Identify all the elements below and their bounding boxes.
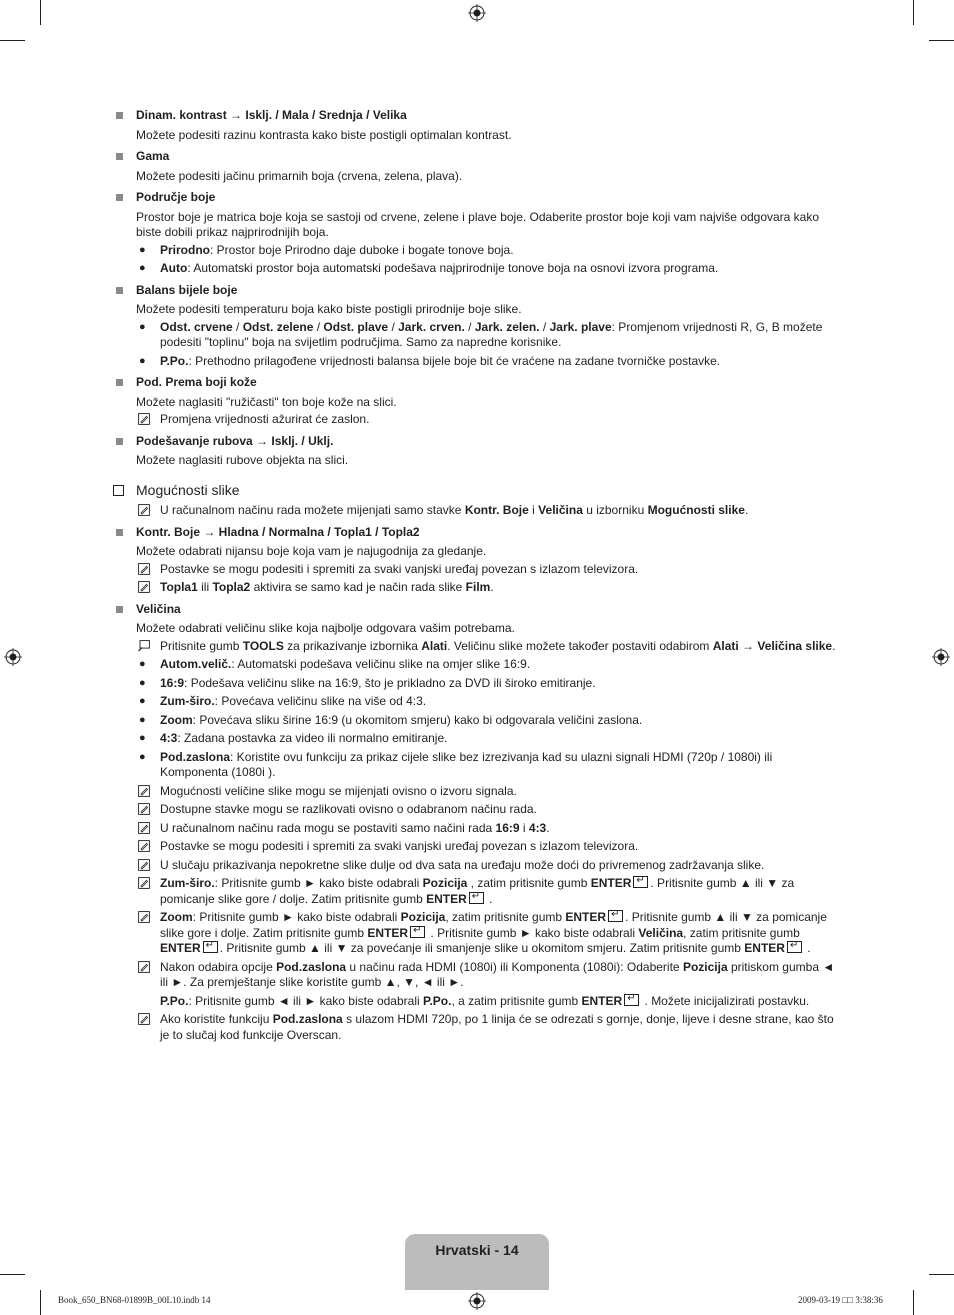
square-bullet-icon xyxy=(116,194,123,201)
bullet-text: , a zatim pritisnite gumb xyxy=(451,993,582,1008)
bullet-text: Alati → Veličina slike xyxy=(712,638,833,653)
bullet-text: , zatim pritisnite gumb xyxy=(467,876,591,890)
square-bullet-icon xyxy=(116,153,123,160)
bullet-item xyxy=(136,750,840,781)
bullet-text: . xyxy=(832,638,836,653)
menu-option-entry xyxy=(112,525,840,596)
note-icon xyxy=(138,581,150,593)
bullet-text: u načinu rada HDMI (1080i) ili Komponenta (1080i): Odaberite xyxy=(346,959,683,974)
bullet-text: Pod.zaslona xyxy=(276,959,347,974)
bullet-text: . Pritisnite gumb ► kako biste odabrali xyxy=(427,925,639,940)
note-item xyxy=(136,876,840,907)
bullet-text: . xyxy=(546,820,550,835)
bullet-dot-icon: ● xyxy=(139,262,146,274)
bullet-text: . Pritisnite gumb ▲ ili ▼ za pomicanje slike gore i dolje. Zatim pritisnite gumb xyxy=(160,910,827,940)
section-note-text: i xyxy=(528,503,539,517)
note-item xyxy=(136,562,840,578)
registration-mark-icon xyxy=(4,648,22,666)
bullet-text: Topla1 xyxy=(160,580,198,594)
note-item xyxy=(136,858,840,874)
bullet-text: Topla2 xyxy=(212,580,251,594)
bullet-text: Film xyxy=(465,580,491,594)
enter-icon xyxy=(203,941,218,953)
option-title xyxy=(136,434,840,450)
bullet-text: Nakon odabira opcije xyxy=(160,959,277,974)
section-note-text: Veličina xyxy=(538,503,583,517)
bullet-dot-icon: ● xyxy=(139,658,146,670)
note-item xyxy=(136,802,840,818)
bullet-text: U računalnom načinu rada mogu se postaviti samo načini rada xyxy=(160,820,496,835)
bullet-text: Zum-širo. xyxy=(160,694,215,708)
bullet-text: / xyxy=(232,319,243,334)
bullet-text: 16:9 xyxy=(160,675,185,690)
option-description: Možete naglasiti "ružičasti" ton boje kože na slici. xyxy=(136,394,397,409)
note-icon xyxy=(138,504,150,516)
bullet-item xyxy=(136,676,840,692)
crop-mark xyxy=(929,1274,954,1275)
bullet-text: Mogućnosti veličine slike mogu se mijenjati ovisno o izvoru signala. xyxy=(160,783,517,798)
bullet-text: P.Po. xyxy=(160,993,189,1008)
option-description: Možete podesiti razinu kontrasta kako biste postigli optimalan kontrast. xyxy=(136,127,512,142)
bullet-dot-icon: ● xyxy=(139,732,146,744)
square-bullet-icon xyxy=(116,112,123,119)
bullet-text: Jark. plave xyxy=(549,319,612,334)
section-note-text: u izborniku xyxy=(582,503,648,517)
page-label: Hrvatski - 14 xyxy=(435,1242,519,1258)
bullet-dot-icon: ● xyxy=(139,713,146,726)
option-title xyxy=(136,525,840,541)
note-item xyxy=(136,412,840,428)
bullet-text: za prikazivanje izbornika xyxy=(283,638,422,653)
option-title xyxy=(136,108,840,124)
option-title-text: Pod. Prema boji kože xyxy=(136,375,257,389)
bullet-item xyxy=(136,243,840,259)
bullet-text: : Koristite ovu funkciju za prikaz cijele slike bez izrezivanja kad su ulazni signali HDMI (720p / 1080i) ili Komponenta (1080i ). xyxy=(160,749,773,779)
crop-mark xyxy=(929,40,954,41)
square-bullet-icon xyxy=(116,438,123,445)
bullet-text: ENTER xyxy=(426,891,467,906)
bullet-text: : Automatski podešava veličinu slike na omjer slike 16:9. xyxy=(231,657,531,671)
option-title xyxy=(136,602,840,618)
bullet-text: Pod.zaslona xyxy=(272,1012,343,1026)
bullet-dot-icon: ● xyxy=(139,676,146,689)
bullet-text: 16:9 xyxy=(495,820,520,835)
bullet-text: / xyxy=(464,319,475,334)
bullet-text: Postavke se mogu podesiti i spremiti za svaki vanjski uređaj povezan s izlazom televizora. xyxy=(160,839,639,853)
bullet-text: : Promjenom vrijednosti R, G, B možete podesiti "toplinu" boja na svijetlim područjima. Samo za napredne korisnike. xyxy=(160,319,823,349)
option-title-text: Gama xyxy=(136,149,170,163)
menu-option-entry xyxy=(112,434,840,469)
bullet-text: TOOLS xyxy=(242,638,284,653)
option-title-text: Područje boje xyxy=(136,190,216,204)
bullet-text: : Povećava sliku širine 16:9 (u okomitom smjeru) kako bi odgovarala veličini zaslona. xyxy=(192,712,643,727)
bullet-text: : Automatski prostor boja automatski podešava najprirodnije tonove boja na osnovi izvora programa. xyxy=(187,261,719,275)
bullet-text: . Pritisnite gumb ▲ ili ▼ za povećanje ili smanjenje slike u okomitom smjeru. Zatim pritisnite gumb xyxy=(219,941,745,955)
section-heading-text: Mogućnosti slike xyxy=(136,481,240,498)
option-title xyxy=(136,375,840,391)
note-icon xyxy=(138,859,150,871)
bullet-text: ENTER xyxy=(565,910,607,924)
bullet-text: : Pritisnite gumb ► kako biste odabrali xyxy=(192,910,401,924)
note-icon xyxy=(138,822,150,834)
note-icon xyxy=(138,911,150,923)
crop-mark xyxy=(913,1290,914,1315)
bullet-text: P.Po. xyxy=(422,993,452,1008)
bullet-item xyxy=(136,320,840,351)
bullet-text: / xyxy=(313,319,324,334)
bullet-text: : Pritisnite gumb ◄ ili ► kako biste odabrali xyxy=(188,993,423,1008)
bullet-text: Jark. crven. xyxy=(398,319,465,334)
section-note-text: Mogućnosti slike xyxy=(647,503,745,517)
registration-mark-icon xyxy=(468,4,486,22)
enter-icon xyxy=(608,910,623,922)
bullet-text: Pozicija xyxy=(400,910,446,924)
crop-mark xyxy=(0,1274,25,1275)
registration-mark-icon xyxy=(932,648,950,666)
bullet-text: ENTER xyxy=(581,993,623,1008)
note-icon xyxy=(138,803,150,815)
bullet-text: Alati xyxy=(421,638,448,653)
crop-mark xyxy=(40,1290,41,1315)
note-item xyxy=(136,1012,840,1043)
bullet-text: 4:3 xyxy=(160,731,178,745)
note-continuation xyxy=(136,994,840,1010)
note-item xyxy=(136,910,840,957)
bullet-text: , zatim pritisnite gumb xyxy=(445,910,566,924)
registration-mark-icon xyxy=(468,1292,486,1310)
option-title-text: Dinam. kontrast → Isklj. / Mala / Srednja / Velika xyxy=(136,108,407,122)
note-item xyxy=(136,960,840,991)
bullet-text: Jark. zelen. xyxy=(474,319,540,334)
note-item xyxy=(136,580,840,596)
bullet-dot-icon: ● xyxy=(139,320,146,333)
note-icon xyxy=(138,877,150,889)
option-title-text: Podešavanje rubova → Isklj. / Uklj. xyxy=(136,433,334,448)
note-icon xyxy=(138,563,150,575)
crop-mark xyxy=(913,0,914,25)
menu-option-entry xyxy=(112,602,840,1044)
bullet-text: : Pritisnite gumb ► kako biste odabrali xyxy=(214,876,423,890)
bullet-dot-icon: ● xyxy=(139,695,146,707)
bullet-text: . xyxy=(490,580,494,594)
option-title xyxy=(136,283,840,299)
bullet-text: ENTER xyxy=(367,925,409,940)
option-title xyxy=(136,149,840,165)
bullet-item xyxy=(136,731,840,747)
option-description: Možete naglasiti rubove objekta na slici. xyxy=(136,453,349,467)
checkbox-square-icon xyxy=(113,485,124,496)
bullet-item xyxy=(136,713,840,729)
note-item xyxy=(136,821,840,837)
bullet-text: ENTER xyxy=(160,941,201,955)
bullet-text: Zoom xyxy=(160,910,193,924)
enter-icon xyxy=(633,876,648,888)
bottom-items xyxy=(112,525,840,1044)
menu-option-entry xyxy=(112,283,840,370)
note-item xyxy=(136,839,840,855)
enter-icon xyxy=(624,994,639,1006)
section-note xyxy=(112,503,840,519)
bullet-text: Odst. crvene xyxy=(160,319,233,334)
section-note-text: U računalnom načinu rada možete mijenjati samo stavke xyxy=(160,503,465,517)
bullet-text: Odst. zelene xyxy=(242,319,314,334)
top-items xyxy=(112,108,840,469)
bullet-text: s ulazom HDMI 720p, po 1 linija će se odrezati s gornje, donje, lijeve i desne strane, kao što je to slučaj kod funkcije Overscan. xyxy=(160,1012,834,1042)
bullet-text: . xyxy=(485,891,493,906)
enter-icon xyxy=(469,892,484,904)
bullet-text: U slučaju prikazivanja nepokretne slike dulje od dva sata na uređaju može doći do privremenog zadržavanja slike. xyxy=(160,857,765,872)
option-description: Možete odabrati veličinu slike koja najbolje odgovara vašim potrebama. xyxy=(136,621,515,635)
option-description: Možete podesiti jačinu primarnih boja (crvena, zelena, plava). xyxy=(136,168,463,183)
note-item xyxy=(136,639,840,655)
square-bullet-icon xyxy=(116,379,123,386)
menu-option-entry xyxy=(112,190,840,277)
note-icon xyxy=(138,840,150,852)
bullet-text: ENTER xyxy=(744,941,785,955)
menu-option-entry xyxy=(112,149,840,184)
document-content xyxy=(112,108,840,1049)
bullet-text: , zatim pritisnite gumb xyxy=(683,925,800,940)
section-heading xyxy=(112,483,840,499)
option-description: Možete podesiti temperaturu boja kako biste postigli prirodnije boje slike. xyxy=(136,302,522,316)
bullet-text: ili xyxy=(197,580,213,594)
section-note-text: . xyxy=(744,503,749,517)
square-bullet-icon xyxy=(116,287,123,294)
crop-mark xyxy=(40,0,41,25)
bullet-text: Pozicija xyxy=(682,959,728,974)
option-title-text: Kontr. Boje → Hladna / Normalna / Topla1 / Topla2 xyxy=(136,524,420,539)
bullet-text: P.Po. xyxy=(160,353,189,368)
bullet-item xyxy=(136,261,840,277)
note-icon xyxy=(138,1013,150,1025)
bullet-text: Pod.zaslona xyxy=(160,749,231,764)
bullet-text: : Zadana postavka za video ili normalno emitiranje. xyxy=(177,731,448,745)
bullet-text: Zoom xyxy=(160,712,193,727)
bullet-item xyxy=(136,354,840,370)
bullet-text: / xyxy=(388,319,399,334)
bullet-text: Auto xyxy=(160,261,188,275)
bullet-text: . Veličinu slike možete također postaviti odabirom xyxy=(447,638,713,653)
bullet-item xyxy=(136,657,840,673)
bullet-text: Dostupne stavke mogu se razlikovati ovisno o odabranom načinu rada. xyxy=(160,802,537,816)
bullet-text: Zum-širo. xyxy=(160,876,215,890)
bullet-text: Autom.velič. xyxy=(160,657,232,671)
bullet-text: : Prethodno prilagođene vrijednosti balansa bijele boje bit će vraćene na zadane tvorničke postavke. xyxy=(188,353,721,368)
section-note-text: Kontr. Boje xyxy=(464,503,529,517)
crop-mark xyxy=(0,40,25,41)
bullet-text: Promjena vrijednosti ažurirat će zaslon. xyxy=(160,412,370,426)
tools-icon xyxy=(138,640,150,652)
menu-option-entry xyxy=(112,108,840,143)
bullet-text: Veličina xyxy=(638,925,684,940)
option-description: Možete odabrati nijansu boje koja vam je najugodnija za gledanje. xyxy=(136,544,487,558)
note-icon xyxy=(138,961,150,973)
note-item xyxy=(136,784,840,800)
note-icon xyxy=(138,785,150,797)
bullet-text: Postavke se mogu podesiti i spremiti za svaki vanjski uređaj povezan s izlazom televizora. xyxy=(160,561,639,576)
bullet-text: i xyxy=(519,820,529,835)
bullet-item xyxy=(136,694,840,710)
bullet-text: . xyxy=(803,941,811,955)
print-file-info: Book_650_BN68-01899B_00L10.indb 14 xyxy=(58,1295,211,1305)
enter-icon xyxy=(787,941,802,953)
bullet-text: Odst. plave xyxy=(323,319,389,334)
bullet-text: 4:3 xyxy=(528,820,547,835)
bullet-text: pritiskom gumba ◄ ili ►. Za premještanje slike koristite gumb ▲, ▼, ◄ ili ►. xyxy=(160,959,835,989)
bullet-dot-icon: ● xyxy=(139,750,146,763)
bullet-text: Pozicija xyxy=(422,876,468,890)
bullet-text: Ako koristite funkciju xyxy=(160,1012,273,1026)
bullet-text: / xyxy=(539,319,550,334)
bullet-text: . Pritisnite gumb ▲ ili ▼ za pomicanje slike gore / dolje. Zatim pritisnite gumb xyxy=(160,876,795,906)
bullet-text: . Možete inicijalizirati postavku. xyxy=(641,993,810,1008)
option-title xyxy=(136,190,840,206)
print-date-info: 2009-03-19 □□ 3:38:36 xyxy=(798,1295,883,1305)
bullet-text: aktivira se samo kad je način rada slike xyxy=(250,580,466,594)
enter-icon xyxy=(410,926,425,938)
note-icon xyxy=(138,413,150,425)
option-title-text: Veličina xyxy=(136,601,181,616)
square-bullet-icon xyxy=(116,606,123,613)
bullet-text: Pritisnite gumb xyxy=(160,638,243,653)
page-number-tab xyxy=(405,1234,549,1290)
bullet-dot-icon: ● xyxy=(139,354,146,367)
bullet-text: : Podešava veličinu slike na 16:9, što je prikladno za DVD ili široko emitiranje. xyxy=(184,675,596,690)
menu-option-entry xyxy=(112,375,840,428)
bullet-text: : Prostor boje Prirodno daje duboke i bogate tonove boja. xyxy=(210,242,514,257)
option-title-text: Balans bijele boje xyxy=(136,282,238,297)
bullet-text: : Povećava veličinu slike na više od 4:3. xyxy=(214,694,427,708)
bullet-text: Prirodno xyxy=(160,242,210,257)
bullet-text: ENTER xyxy=(590,876,632,890)
option-description: Prostor boje je matrica boje koja se sastoji od crvene, zelene i plave boje. Odaberite prostor boje koji vam najviše odgovara kako biste dobili prikaz najprirodnijih boja. xyxy=(136,209,820,239)
bullet-dot-icon: ● xyxy=(139,243,146,256)
square-bullet-icon xyxy=(116,529,123,536)
